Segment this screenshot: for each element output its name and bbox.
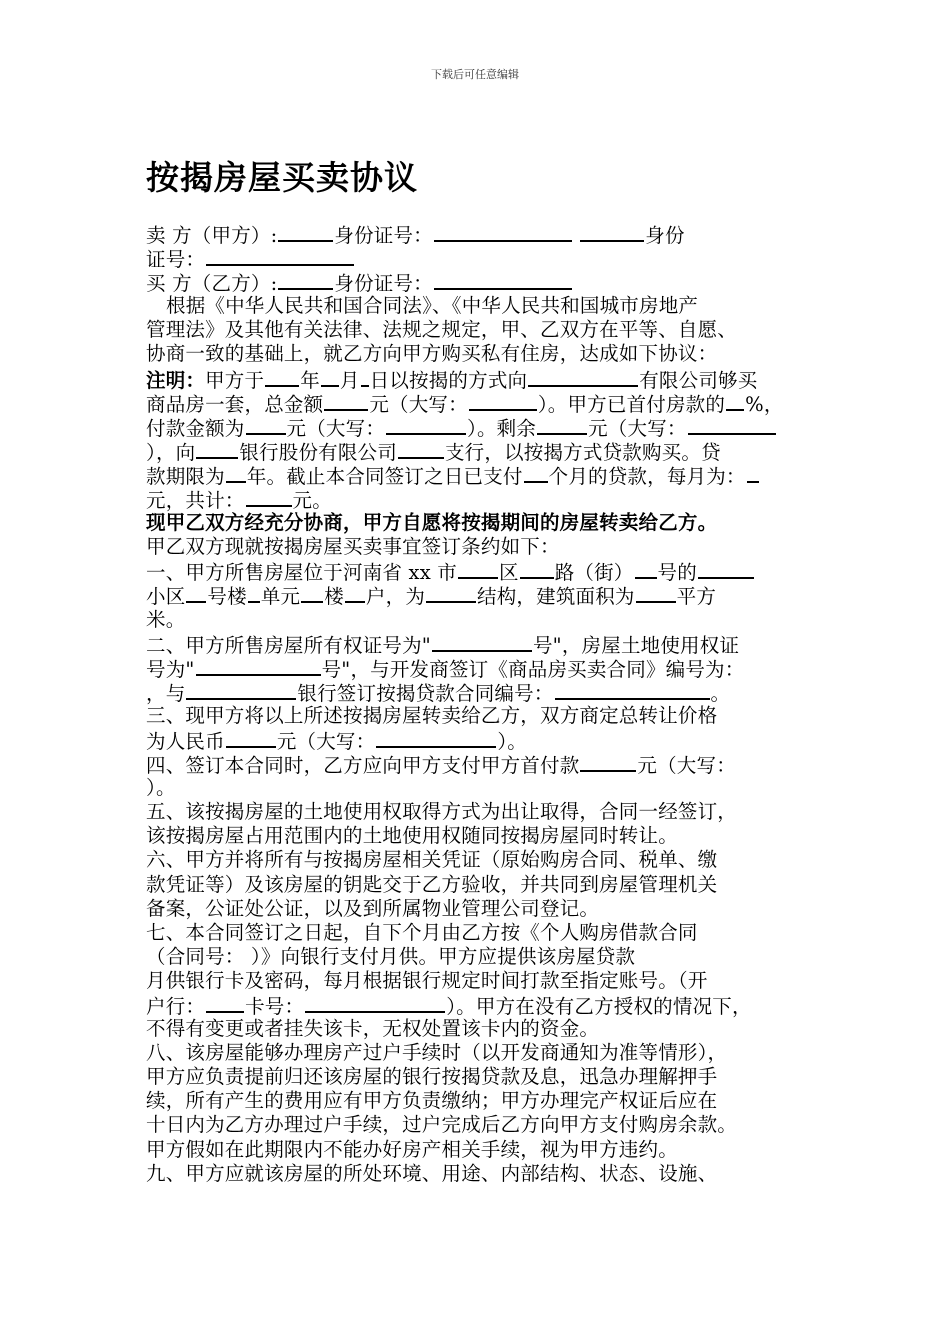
text-line: [146, 945, 836, 969]
text-segment: 元（大写：: [637, 754, 736, 778]
text-line: [146, 873, 836, 897]
fill-in-blank[interactable]: [726, 391, 744, 411]
fill-in-blank[interactable]: [747, 463, 759, 483]
text-segment: 元（大写：: [588, 416, 687, 440]
text-segment: 三、现甲方将以上所述按揭房屋转卖给乙方，双方商定总转让价格: [146, 703, 718, 727]
text-segment: （合同号： ）》向银行支付月供。甲方应提供该房屋贷款: [146, 944, 636, 968]
text-line: [146, 1041, 836, 1065]
text-line: [146, 752, 836, 776]
fill-in-blank[interactable]: [186, 680, 296, 700]
text-segment: 款凭证等）及该房屋的钥匙交于乙方验收，并共同到房屋管理机关: [146, 872, 718, 896]
text-segment: 卖 方（甲方）:: [146, 224, 278, 247]
text-segment: 六、甲方并将所有与按揭房屋相关凭证（原始购房合同、税单、缴: [146, 848, 718, 872]
fill-in-blank[interactable]: [265, 367, 299, 387]
fill-in-blank[interactable]: [528, 367, 638, 387]
text-segment: 商品房一套，总金额: [146, 392, 324, 416]
text-segment: 现甲乙双方经充分协商，甲方自愿将按揭期间的房屋转卖给乙方。: [146, 511, 718, 535]
text-segment: 十日内为乙方办理过户手续，过户完成后乙方向甲方支付购房余款。: [146, 1113, 738, 1137]
text-segment: 楼: [324, 585, 344, 609]
fill-in-blank[interactable]: [434, 222, 572, 242]
text-segment: 元。: [292, 489, 332, 513]
text-line: [146, 583, 836, 607]
fill-in-blank[interactable]: [226, 463, 246, 483]
fill-in-blank[interactable]: [537, 415, 587, 435]
fill-in-blank[interactable]: [398, 439, 444, 459]
text-segment: 为人民币: [146, 729, 225, 753]
text-segment: 一、甲方所售房屋位于河南省 xx 市: [146, 561, 457, 585]
text-segment: 。: [710, 681, 731, 705]
text-segment: 续，所有产生的费用应有甲方负责缴纳；甲方办理完产权证后应在: [146, 1089, 718, 1113]
text-segment: 甲乙双方现就按揭房屋买卖事宜签订条约如下：: [146, 535, 560, 559]
fill-in-blank[interactable]: [278, 222, 333, 242]
text-line: [146, 1138, 836, 1162]
text-segment: 根据《中华人民共和国合同法》、《中华人民共和国城市房地产: [166, 294, 699, 318]
fill-in-blank[interactable]: [376, 728, 496, 748]
text-line: [146, 632, 836, 656]
text-segment: 九、甲方应就该房屋的所处环境、用途、内部结构、状态、设施、: [146, 1161, 718, 1185]
text-line: [146, 511, 836, 535]
text-segment: 该按揭房屋占用范围内的土地使用权随同按揭房屋同时转让。: [146, 824, 678, 848]
text-segment: 平方: [676, 585, 717, 609]
text-segment: 卡号：: [245, 995, 305, 1018]
text-line: [146, 656, 836, 680]
fill-in-blank[interactable]: [635, 559, 657, 579]
text-segment: [573, 224, 579, 247]
text-line: [146, 800, 836, 824]
text-segment: 身份证号：: [334, 224, 433, 247]
text-line: [146, 246, 836, 270]
fill-in-blank[interactable]: [196, 656, 321, 676]
text-line: [146, 391, 836, 415]
text-line: [146, 680, 836, 704]
text-line: [146, 559, 836, 583]
text-segment: 五、该按揭房屋的土地使用权取得方式为出让取得，合同一经签订，: [146, 800, 738, 824]
fill-in-blank[interactable]: [432, 632, 532, 652]
fill-in-blank[interactable]: [469, 391, 537, 411]
text-line: [146, 1162, 836, 1186]
text-line: [146, 415, 836, 439]
text-line: [146, 463, 836, 487]
fill-in-blank[interactable]: [278, 270, 333, 290]
text-segment: 付款金额为: [146, 416, 245, 440]
text-line: [146, 270, 836, 294]
fill-in-blank[interactable]: [555, 680, 710, 700]
fill-in-blank[interactable]: [305, 993, 445, 1013]
fill-in-blank[interactable]: [386, 415, 466, 435]
text-line: [146, 294, 836, 318]
text-segment: %，: [745, 392, 784, 416]
text-line: [146, 1089, 836, 1113]
text-segment: ，与: [146, 681, 186, 705]
text-segment: 备案，公证处公证，以及到所属物业管理公司登记。: [146, 896, 600, 920]
text-line: [146, 487, 836, 511]
text-line: [146, 318, 836, 342]
fill-in-blank[interactable]: [345, 583, 365, 603]
text-line: [146, 897, 836, 921]
text-segment: 户行：: [146, 995, 206, 1018]
text-segment: ）。: [497, 729, 527, 753]
text-segment: 二、甲方所售房屋所有权证号为": [146, 633, 431, 657]
text-line: [146, 704, 836, 728]
text-line: [146, 608, 836, 632]
fill-in-blank[interactable]: [580, 752, 636, 772]
text-segment: 七、本合同签订之日起，自下个月由乙方按《个人购房借款合同: [146, 920, 698, 944]
text-segment: 号的: [657, 561, 697, 585]
text-line: [146, 969, 836, 993]
text-segment: 协商一致的基础上，就乙方向甲方购买私有住房，达成如下协议：: [146, 342, 718, 366]
text-segment: 月: [339, 368, 360, 392]
fill-in-blank[interactable]: [206, 993, 244, 1013]
text-line: [146, 1017, 836, 1041]
text-segment: 号"，与开发商签订《商品房买卖合同》编号为：: [321, 657, 745, 681]
text-segment: 买 方（乙方）:: [146, 272, 278, 296]
header-note: 下载后可任意编辑: [431, 68, 519, 81]
text-line: [146, 993, 836, 1017]
text-line: [146, 367, 836, 391]
text-segment: 四、签订本合同时，乙方应向甲方支付甲方首付款: [146, 754, 580, 778]
contract-body: [146, 222, 836, 1186]
fill-in-blank[interactable]: [206, 246, 354, 266]
text-segment: 结构，建筑面积为: [477, 585, 635, 609]
text-segment: ），向: [146, 440, 196, 464]
fill-in-blank[interactable]: [324, 391, 368, 411]
text-segment: 银行股份有限公司: [239, 440, 397, 464]
text-segment: 不得有变更或者挂失该卡，无权处置该卡内的资金。: [146, 1017, 600, 1041]
text-line: [146, 222, 836, 246]
text-segment: 路（街）: [554, 561, 634, 585]
text-segment: 个月的贷款，每月为：: [548, 464, 746, 488]
text-segment: ）。: [146, 776, 176, 800]
text-segment: 有限公司够买: [639, 368, 758, 392]
text-line: [146, 776, 836, 800]
text-line: [146, 824, 836, 848]
fill-in-blank[interactable]: [698, 559, 754, 579]
text-segment: 户，为: [365, 585, 426, 609]
fill-in-blank[interactable]: [458, 559, 498, 579]
text-segment: 元（大写：: [286, 416, 386, 440]
text-segment: 身份: [645, 224, 685, 247]
text-segment: 管理法》及其他有关法律、法规之规定，甲、乙双方在平等、自愿、: [146, 318, 738, 342]
text-line: [146, 921, 836, 945]
text-segment: 证号：: [146, 248, 206, 272]
text-line: [146, 728, 836, 752]
fill-in-blank[interactable]: [246, 487, 292, 507]
text-segment: 银行签订按揭贷款合同编号：: [297, 681, 554, 705]
text-segment: 区: [499, 561, 519, 585]
fill-in-blank[interactable]: [246, 415, 286, 435]
text-segment: 款期限为: [146, 464, 225, 488]
text-segment: 号"，房屋土地使用权证: [532, 633, 740, 657]
text-line: [146, 439, 836, 463]
text-segment: 米。: [146, 607, 186, 631]
text-line: [146, 1065, 836, 1089]
fill-in-blank[interactable]: [196, 439, 238, 459]
text-segment: 月供银行卡及密码，每月根据银行规定时间打款至指定账号。（开: [146, 968, 708, 992]
text-line: [146, 535, 836, 559]
text-segment: 号为": [146, 657, 195, 681]
text-line: [146, 342, 836, 366]
fill-in-blank[interactable]: [434, 270, 572, 290]
fill-in-blank[interactable]: [248, 583, 260, 603]
text-segment: 单元: [260, 585, 301, 609]
fill-in-blank[interactable]: [688, 415, 776, 435]
text-segment: 元（大写：: [276, 729, 376, 753]
text-segment: 年。截止本合同签订之日已支付: [246, 464, 523, 488]
fill-in-blank[interactable]: [636, 583, 676, 603]
text-segment: 日以按揭的方式向: [369, 368, 528, 392]
text-segment: ）。剩余: [467, 416, 537, 440]
text-segment: 注明：: [146, 368, 206, 392]
fill-in-blank[interactable]: [426, 583, 476, 603]
text-segment: 小区: [146, 585, 186, 609]
text-segment: 号楼: [207, 585, 247, 609]
text-line: [146, 1113, 836, 1137]
text-line: [146, 848, 836, 872]
text-segment: ）。甲方已首付房款的: [537, 392, 726, 416]
text-segment: 年: [300, 368, 320, 392]
fill-in-blank[interactable]: [361, 367, 369, 387]
fill-in-blank[interactable]: [520, 559, 554, 579]
fill-in-blank[interactable]: [301, 583, 323, 603]
text-segment: 元（大写：: [369, 392, 468, 416]
fill-in-blank[interactable]: [321, 367, 339, 387]
text-segment: ）。甲方在没有乙方授权的情况下，: [446, 995, 752, 1018]
text-segment: 支行，以按揭方式贷款购买。贷: [444, 440, 721, 464]
text-segment: 甲方假如在此期限内不能办好房产相关手续，视为甲方违约。: [146, 1137, 678, 1161]
text-segment: 甲方于: [205, 368, 265, 392]
fill-in-blank[interactable]: [226, 728, 276, 748]
fill-in-blank[interactable]: [580, 222, 644, 242]
text-segment: 甲方应负责提前归还该房屋的银行按揭贷款及息，迅急办理解押手: [146, 1065, 718, 1089]
document-title: 按揭房屋买卖协议: [146, 158, 418, 197]
text-segment: 元，共计：: [146, 489, 245, 513]
fill-in-blank[interactable]: [186, 583, 206, 603]
text-segment: 身份证号：: [334, 272, 433, 296]
fill-in-blank[interactable]: [524, 463, 548, 483]
text-segment: 八、该房屋能够办理房产过户手续时（以开发商通知为准等情形），: [146, 1041, 728, 1065]
